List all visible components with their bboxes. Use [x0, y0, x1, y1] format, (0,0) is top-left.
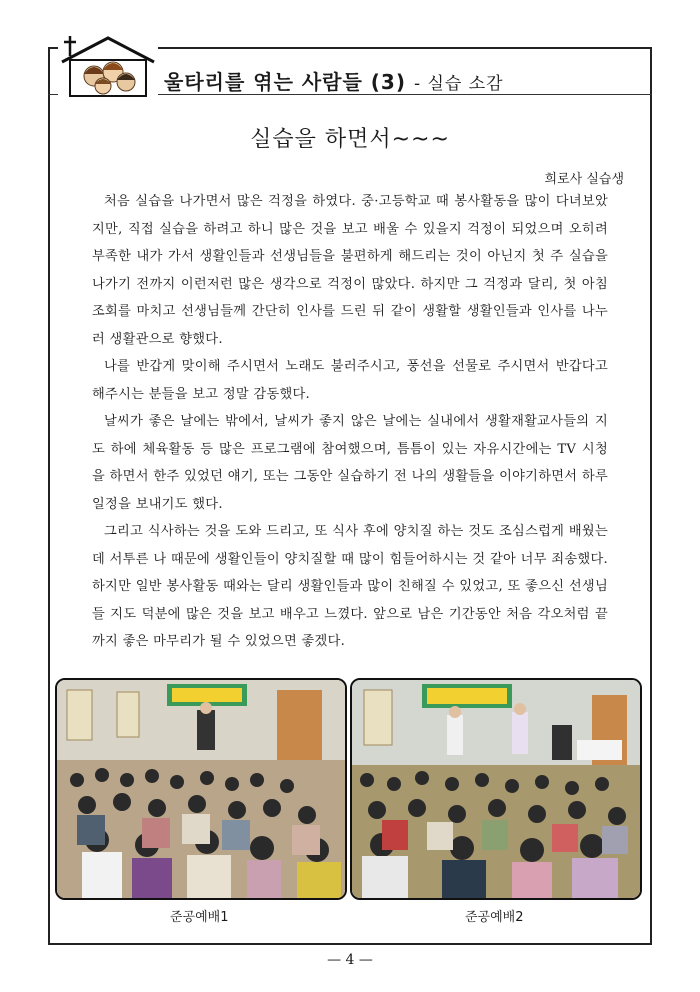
photo-caption: 준공예배2 [465, 910, 524, 925]
photo-caption: 준공예배1 [170, 910, 229, 925]
series-title [164, 66, 504, 95]
paragraph: 날씨가 좋은 날에는 밖에서, 날씨가 좋지 않은 날에는 실내에서 생활재활교사들의 지도 하에 체육활동 등 많은 프로그램에 참여했으며, 틈틈이 있는 자유시간에는 TV 시청을 하면서 한주 있었던 얘기, 또는 그동안 실습하기 전 나의 생활들을 이야기하면서 하루 일정을 보내기도 했다. [92, 414, 608, 512]
article-body [92, 188, 608, 656]
article-author: 희로사 실습생 [544, 172, 624, 187]
article-title: 실습을 하면서~~~ [250, 127, 450, 152]
paragraph: 그리고 식사하는 것을 도와 드리고, 또 식사 후에 양치질 하는 것도 조심스럽게 배웠는데 서투른 나 때문에 생활인들이 양치질할 때 많이 힘들어하시는 것 같아 너무 죄송했다. 하지만 일반 봉사활동 때와는 달리 생활인들과 많이 친해질 수 있었고, 또 좋으신 선생님들 지도 덕분에 많은 것을 보고 배우고 느꼈다. 앞으로 남은 기간동안 처음 각오처럼 끝까지 좋은 마무리가 될 수 있었으면 좋겠다. [92, 524, 608, 649]
series-title-main: 울타리를 엮는 사람들 (3) [164, 70, 406, 94]
house-logo-icon [58, 34, 158, 98]
page-number: — 4 — [327, 952, 373, 968]
paragraph: 나를 반갑게 맞이해 주시면서 노래도 불러주시고, 풍선을 선물로 주시면서 반갑다고 해주시는 분들을 보고 정말 감동했다. [92, 359, 608, 402]
photo-worship-2 [350, 678, 642, 900]
photo-worship-1 [55, 678, 347, 900]
paragraph: 처음 실습을 나가면서 많은 걱정을 하였다. 중·고등학교 때 봉사활동을 많이 다녀보았지만, 직접 실습을 하려고 하니 많은 것을 보고 배울 수 있을지 걱정이 되었으며 오히려 부족한 내가 가서 생활인들과 선생님들을 불편하게 해드리는 것이 아닌지 첫 주 실습을 나가기 전까지 이런저런 많은 생각으로 걱정이 많았다. 하지만 그 걱정과 달리, 첫 아침 조회를 마치고 선생님들께 간단히 인사를 드린 뒤 같이 생활할 생활인들과 인사를 나누러 생활관으로 향했다. [92, 194, 608, 347]
series-title-sub: - 실습 소감 [413, 74, 504, 94]
